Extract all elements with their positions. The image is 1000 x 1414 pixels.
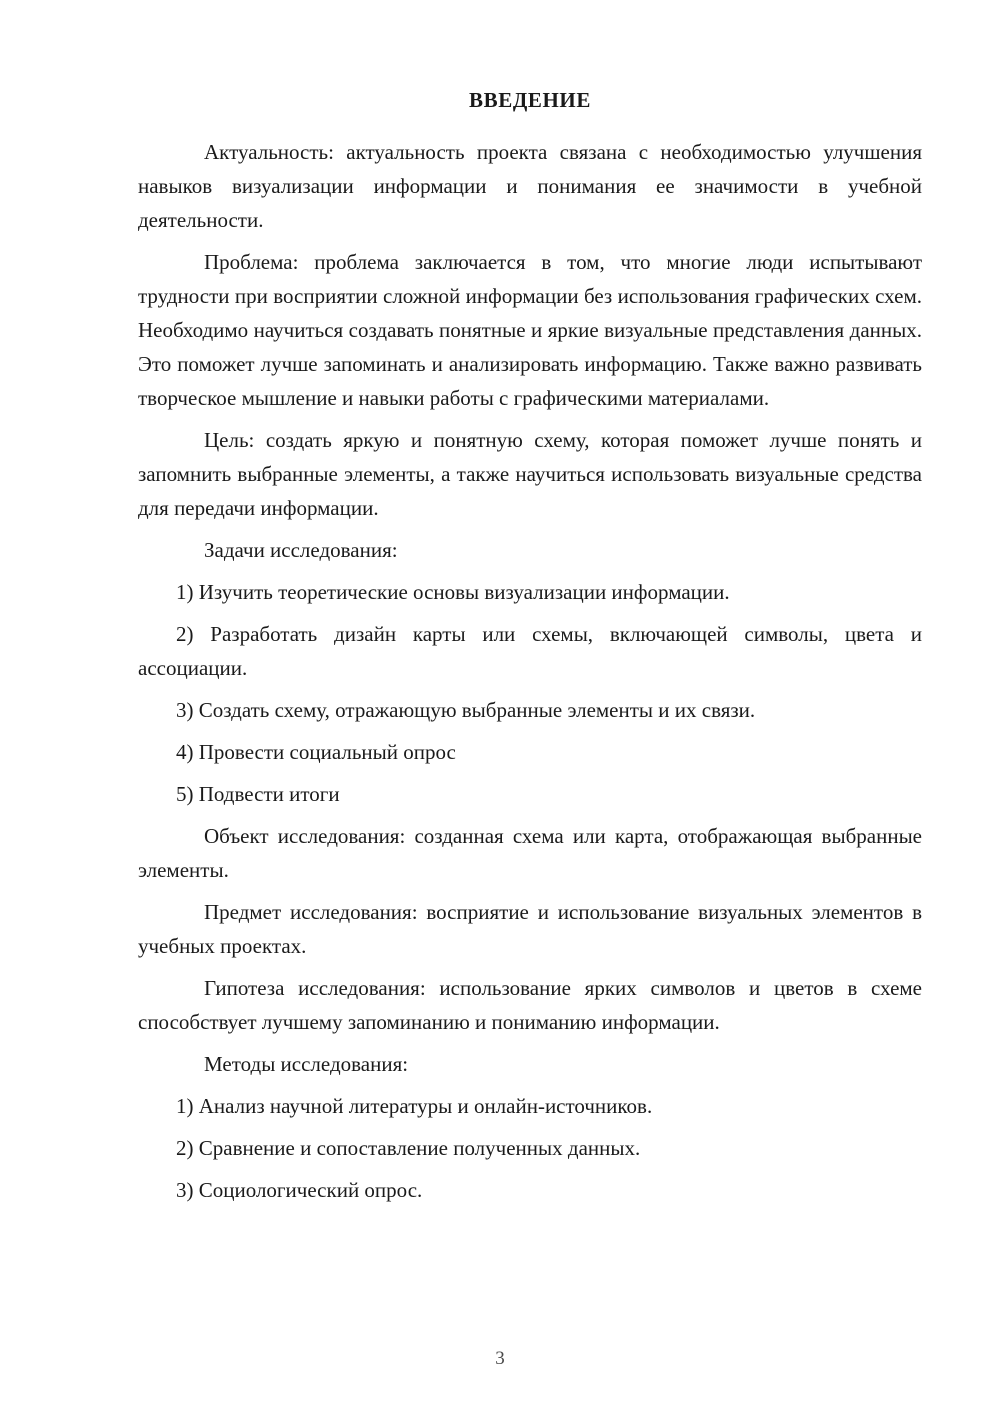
paragraph-problem: Проблема: проблема заключается в том, что многие люди испытывают трудности при восприятии сложной информации без использования графических схем. Необходимо научиться создавать понятные и яркие визуальные представления данных. Это поможет лучше запоминать и анализировать информацию. Также важно развивать творческое мышление и навыки работы с графическими материалами. [138, 250, 922, 411]
task-item-2: 2) Разработать дизайн карты или схемы, включающей символы, цвета и ассоциации. [138, 622, 922, 681]
method-item-2: 2) Сравнение и сопоставление полученных данных. [176, 1136, 641, 1161]
paragraph-object: Объект исследования: созданная схема или карта, отображающая выбранные элементы. [138, 824, 922, 883]
paragraph-goal: Цель: создать яркую и понятную схему, которая поможет лучше понять и запомнить выбранные элементы, а также научиться использовать визуальные средства для передачи информации. [138, 428, 922, 521]
page-title: ВВЕДЕНИЕ [469, 88, 591, 112]
heading-tasks: Задачи исследования: [204, 538, 398, 563]
task-item-4: 4) Провести социальный опрос [176, 740, 456, 765]
task-item-1: 1) Изучить теоретические основы визуализации информации. [176, 580, 730, 605]
method-item-1: 1) Анализ научной литературы и онлайн-источников. [176, 1094, 653, 1119]
heading-methods: Методы исследования: [204, 1052, 409, 1077]
task-item-3: 3) Создать схему, отражающую выбранные элементы и их связи. [176, 698, 756, 723]
paragraph-relevance: Актуальность: актуальность проекта связана с необходимостью улучшения навыков визуализации информации и понимания ее значимости в учебной деятельности. [138, 140, 922, 233]
method-item-3: 3) Социологический опрос. [176, 1178, 423, 1203]
task-item-5: 5) Подвести итоги [176, 782, 340, 807]
paragraph-hypothesis: Гипотеза исследования: использование ярких символов и цветов в схеме способствует лучшему запоминанию и пониманию информации. [138, 976, 922, 1035]
page-number: 3 [495, 1348, 505, 1369]
paragraph-subject: Предмет исследования: восприятие и использование визуальных элементов в учебных проектах. [138, 900, 922, 959]
